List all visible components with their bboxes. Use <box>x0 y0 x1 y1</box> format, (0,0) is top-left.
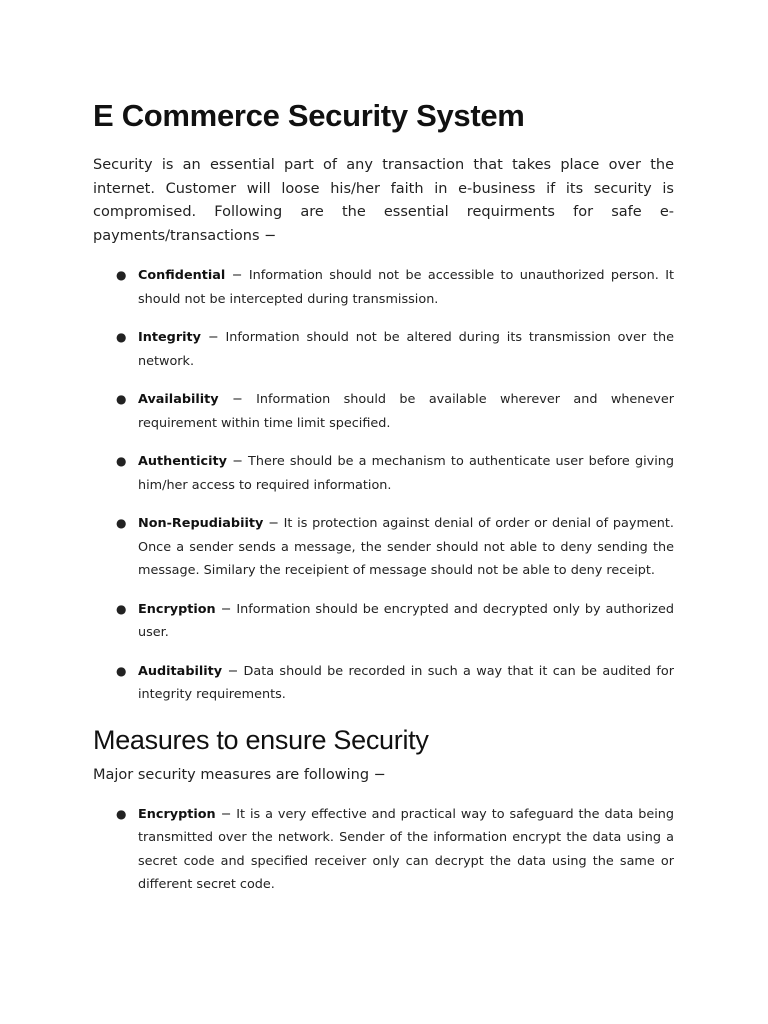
page-title: E Commerce Security System <box>93 98 525 133</box>
list-item-separator: − <box>222 663 244 679</box>
list-item-text: It is protection against denial of order or denial of payment. Once a sender sends a message, the sender should not able to deny sending the message. Similary the receipient of message should not be able to deny receipt. <box>138 516 674 578</box>
list-item <box>93 660 674 707</box>
list-item-separator: − <box>201 330 226 345</box>
list-item-term: Non-Repudiabiity <box>138 516 264 531</box>
measures-list <box>93 803 674 897</box>
list-item-separator: − <box>226 454 249 469</box>
list-item <box>93 598 674 645</box>
list-item-separator: − <box>215 806 237 822</box>
list-item-term: Encryption <box>138 806 216 822</box>
bullet-icon: ● <box>116 454 127 468</box>
list-item-text: Information should not be altered during its transmission over the network. <box>138 330 674 369</box>
bullet-icon: ● <box>116 806 127 821</box>
list-item-term: Integrity <box>138 330 201 345</box>
section-heading: Measures to ensure Security <box>93 724 429 755</box>
list-item-term: Auditability <box>138 663 223 679</box>
list-item-text: There should be a mechanism to authenticate user before giving him/her access to required information. <box>138 454 675 493</box>
intro-paragraph: Security is an essential part of any transaction that takes place over the internet. Customer will loose his/her faith in e-business if its security is compromised. Following are the essential requirments for safe e-payments/transactions − <box>93 157 674 244</box>
list-item-separator: − <box>218 392 257 407</box>
bullet-icon: ● <box>116 663 127 678</box>
bullet-icon: ● <box>116 601 127 616</box>
list-item <box>93 803 674 897</box>
list-item <box>93 264 674 311</box>
list-item <box>93 326 674 373</box>
bullet-icon: ● <box>116 516 127 530</box>
list-item-separator: − <box>215 601 237 617</box>
list-item-term: Authenticity <box>138 454 227 469</box>
list-item <box>93 388 674 435</box>
list-item <box>93 512 674 583</box>
list-item-separator: − <box>263 516 284 531</box>
list-item-term: Encryption <box>138 601 216 617</box>
list-item <box>93 450 674 497</box>
bullet-icon: ● <box>116 392 127 406</box>
list-item-term: Confidential <box>138 268 226 283</box>
list-item-term: Availability <box>138 392 219 407</box>
list-item-text: Information should be encrypted and decrypted only by authorized user. <box>138 601 674 640</box>
list-item-text: Information should be available wherever and whenever requirement within time limit specified. <box>138 392 674 431</box>
list-item-text: Information should not be accessible to unauthorized person. It should not be intercepted during transmission. <box>138 268 674 307</box>
requirements-list <box>93 264 674 707</box>
list-item-separator: − <box>225 268 249 283</box>
bullet-icon: ● <box>116 268 127 282</box>
section-intro: Major security measures are following − <box>93 766 386 783</box>
list-item-text: Data should be recorded in such a way that it can be audited for integrity requirements. <box>138 663 675 702</box>
bullet-icon: ● <box>116 330 127 344</box>
list-item-text: It is a very effective and practical way to safeguard the data being transmitted over the network. Sender of the information encrypt the data using a secret code and specified receiver only can decrypt the data using the same or different secret code. <box>138 806 675 892</box>
